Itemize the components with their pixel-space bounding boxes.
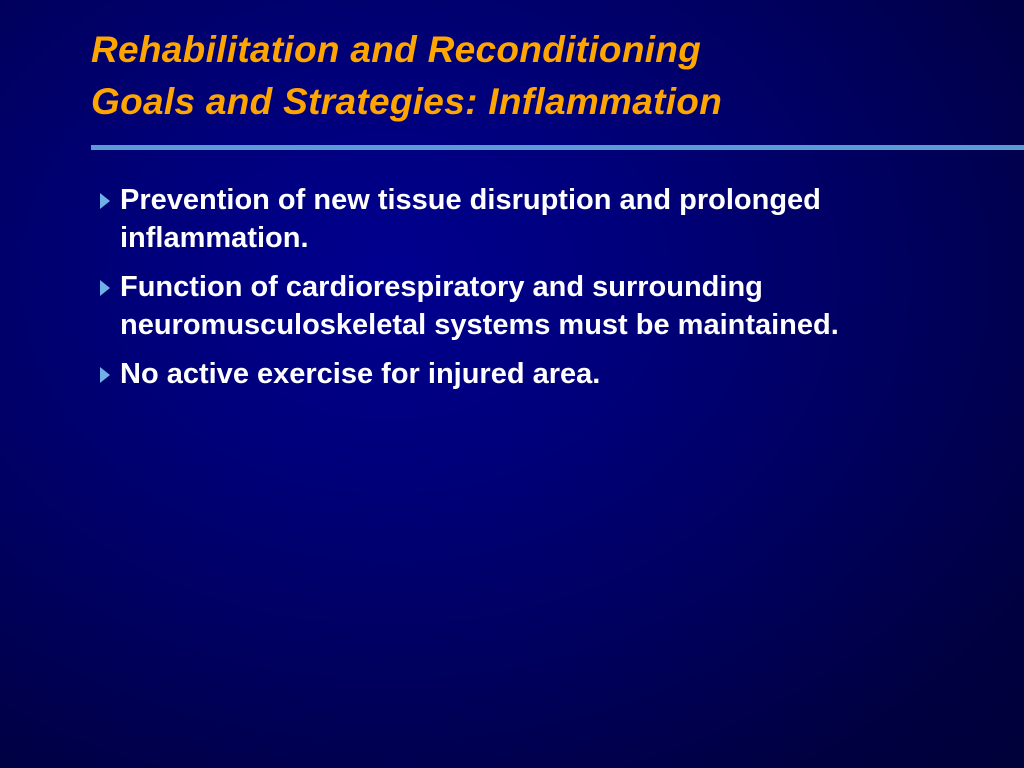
slide-title-line-2: Goals and Strategies: Inflammation bbox=[91, 81, 723, 122]
bullet-item bbox=[97, 181, 997, 257]
bullet-text: No active exercise for injured area. bbox=[120, 358, 601, 390]
slide-title bbox=[91, 24, 1011, 128]
bullet-text: Function of cardiorespiratory and surrounding neuromusculoskeletal systems must be maintained. bbox=[120, 271, 839, 341]
triangle-right-icon bbox=[100, 193, 110, 209]
title-divider bbox=[91, 145, 1024, 150]
triangle-right-icon bbox=[100, 367, 110, 383]
bullet-item bbox=[97, 355, 997, 393]
triangle-right-icon bbox=[100, 280, 110, 296]
slide-title-line-1: Rehabilitation and Reconditioning bbox=[91, 29, 702, 70]
bullet-text: Prevention of new tissue disruption and prolonged inflammation. bbox=[120, 184, 821, 254]
bullet-item bbox=[97, 268, 997, 344]
bullet-list bbox=[97, 181, 997, 404]
